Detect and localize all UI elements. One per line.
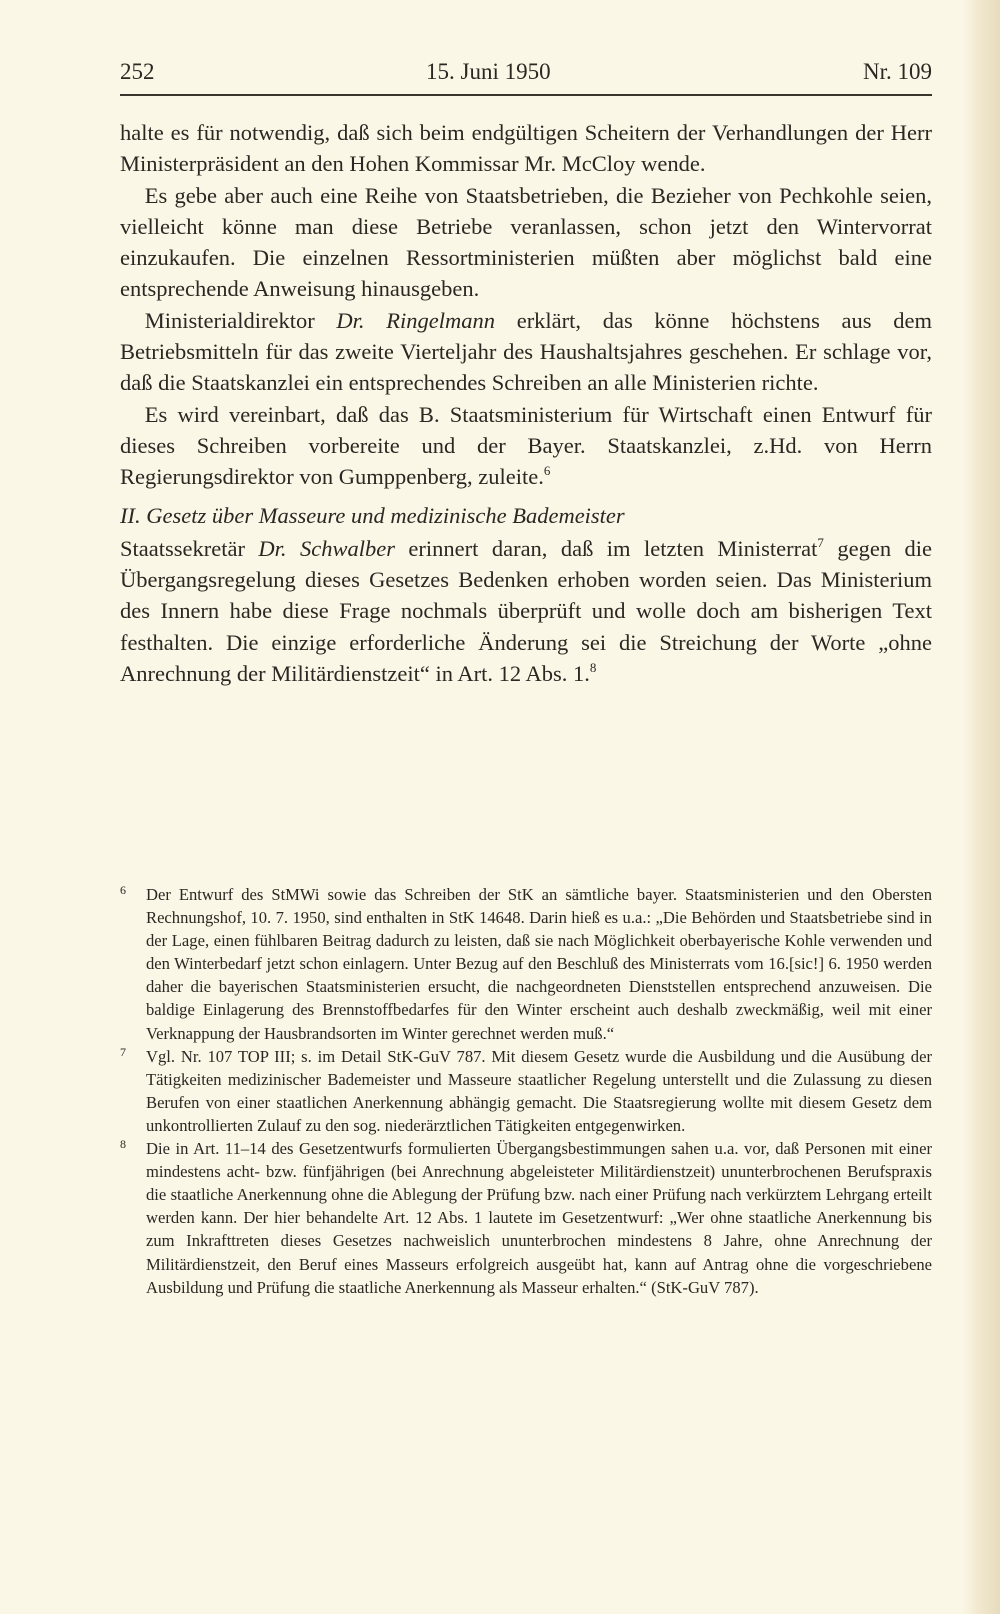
main-text bbox=[120, 117, 932, 689]
footnote-number: 7 bbox=[120, 1044, 126, 1059]
paragraph-4 bbox=[120, 399, 932, 493]
footnote-7 bbox=[120, 1045, 932, 1137]
footnote-8 bbox=[120, 1137, 932, 1299]
paragraph-5-lead: Staatssekretär bbox=[120, 535, 259, 561]
footnote-ref-7[interactable]: 7 bbox=[817, 534, 824, 550]
header-date: 15. Juni 1950 bbox=[426, 59, 551, 84]
document-number: Nr. 109 bbox=[863, 59, 932, 84]
footnote-number: 6 bbox=[120, 883, 126, 897]
speaker-name-ringelmann: Dr. Ringelmann bbox=[336, 307, 495, 333]
paragraph-3-lead: Ministerialdirektor bbox=[144, 307, 337, 333]
footnote-ref-6[interactable]: 6 bbox=[543, 463, 551, 479]
footnotes bbox=[120, 883, 932, 1299]
speaker-name-schwalber: Dr. Schwalber bbox=[258, 535, 395, 561]
footnote-6 bbox=[120, 883, 932, 1045]
paragraph-5-mid: erinnert daran, daß im letzten Ministerrat bbox=[394, 535, 818, 561]
footnote-text: Vgl. Nr. 107 TOP III; s. im Detail StK-GuV 787. Mit diesem Gesetz wurde die Ausbildung und die Ausübung der Tätigkeiten medizinischer Bademeister und Masseure staatlicher Regelung unterstellt und die Zulassung zu diesen Berufen von einer staatlichen Anerkennung abhängig gemacht. Die Staatsregierung wollte mit diesem Gesetz dem unkontrollierten Zulauf zu den sog. niederärztlichen Tätigkeiten entgegenwirken. bbox=[146, 1046, 932, 1135]
page-edge-shadow bbox=[962, 0, 1000, 1614]
footnote-number: 8 bbox=[120, 1137, 126, 1152]
paragraph-4-body: Es wird vereinbart, daß das B. Staatsministerium für Wirtschaft einen Entwurf für dieses Schreiben vorbereite und der Bayer. Staatskanzlei, z.Hd. von Herrn Regierungsdirektor von Gumppenberg, zuleite. bbox=[120, 401, 932, 490]
paragraph-5-body: gegen die Übergangsregelung dieses Gesetzes Bedenken erhoben worden seien. Das Ministerium des Innern habe diese Frage nochmals überprüft und wolle doch am bisherigen Text festhalten. Die einzige erforderliche Änderung sei die Streichung der Worte „ohne Anrechnung der Militärdienstzeit“ in Art. 12 Abs. 1. bbox=[120, 535, 933, 687]
running-header bbox=[120, 58, 932, 96]
paragraph-1: halte es für notwendig, daß sich beim endgültigen Scheitern der Verhandlungen der Herr Ministerpräsident an den Hohen Kommissar Mr. McCloy wende. bbox=[120, 120, 932, 177]
paragraph-2: Es gebe aber auch eine Reihe von Staatsbetrieben, die Bezieher von Pechkohle seien, vielleicht könne man diese Betriebe veranlassen, schon jetzt den Wintervorrat einzukaufen. Die einzelnen Ressortministerien müßten aber möglichst bald eine entsprechende Anweisung hinausgeben. bbox=[120, 182, 932, 302]
paragraph-5 bbox=[120, 533, 932, 689]
paragraph-3 bbox=[120, 305, 932, 399]
footnote-text: Der Entwurf des StMWi sowie das Schreiben der StK an sämtliche bayer. Staatsministerien und den Obersten Rechnungshof, 10. 7. 1950, sind enthalten in StK 14648. Darin hieß es u.a.: „Die Behörden und Staatsbetriebe sind in der Lage, einen fühlbaren Beitrag dadurch zu leisten, daß sie nach Möglichkeit oberbayerische Kohle verwenden und den Winterbedarf jetzt schon einlagern. Unter Bezug auf den Beschluß des Ministerrats vom 16.[sic!] 6. 1950 werden daher die bayerischen Staatsministerien ersucht, die nachgeordneten Dienststellen entsprechend anzuweisen. Die baldige Einlagerung des Brennstoffbedarfes für den Winter erscheint auch deshalb zweckmäßig, weil mit einer Verknappung der Hausbrandsorten im Winter gerechnet werden muß.“ bbox=[146, 885, 932, 1043]
footnote-ref-8[interactable]: 8 bbox=[589, 660, 597, 676]
section-heading: II. Gesetz über Masseure und medizinische Bademeister bbox=[120, 502, 625, 528]
footnote-text: Die in Art. 11–14 des Gesetzentwurfs formulierten Übergangsbestimmungen sahen u.a. vor, daß Personen mit einer mindestens acht- bzw. fünfjährigen (bei Anrechnung abgeleisteter Militärdienstzeit) ununterbrochenen Berufspraxis die staatliche Anerkennung ohne die Ablegung der Prüfung bzw. nach einer Prüfung nach verkürztem Lehrgang erteilt werden kann. Der hier behandelte Art. 12 Abs. 1 lautete im Gesetzentwurf: „Wer ohne staatliche Anerkennung bis zum Inkrafttreten dieses Gesetzes nachweislich ununterbrochen mindestens 8 Jahre, ohne Anrechnung der Militärdienstzeit, den Beruf eines Masseurs erfolgreich ausgeübt hat, kann auf Antrag ohne die vorgeschriebene Ausbildung und Prüfung die staatliche Anerkennung als Masseur erhalten.“ (StK-GuV 787). bbox=[146, 1139, 932, 1297]
paragraph-3-body: erklärt, das könne höchstens aus dem Betriebsmitteln für das zweite Vierteljahr des Haushaltsjahres geschehen. Er schlage vor, daß die Staatskanzlei ein entsprechendes Schreiben an alle Ministerien richte. bbox=[120, 307, 932, 396]
page-number: 252 bbox=[120, 59, 155, 84]
